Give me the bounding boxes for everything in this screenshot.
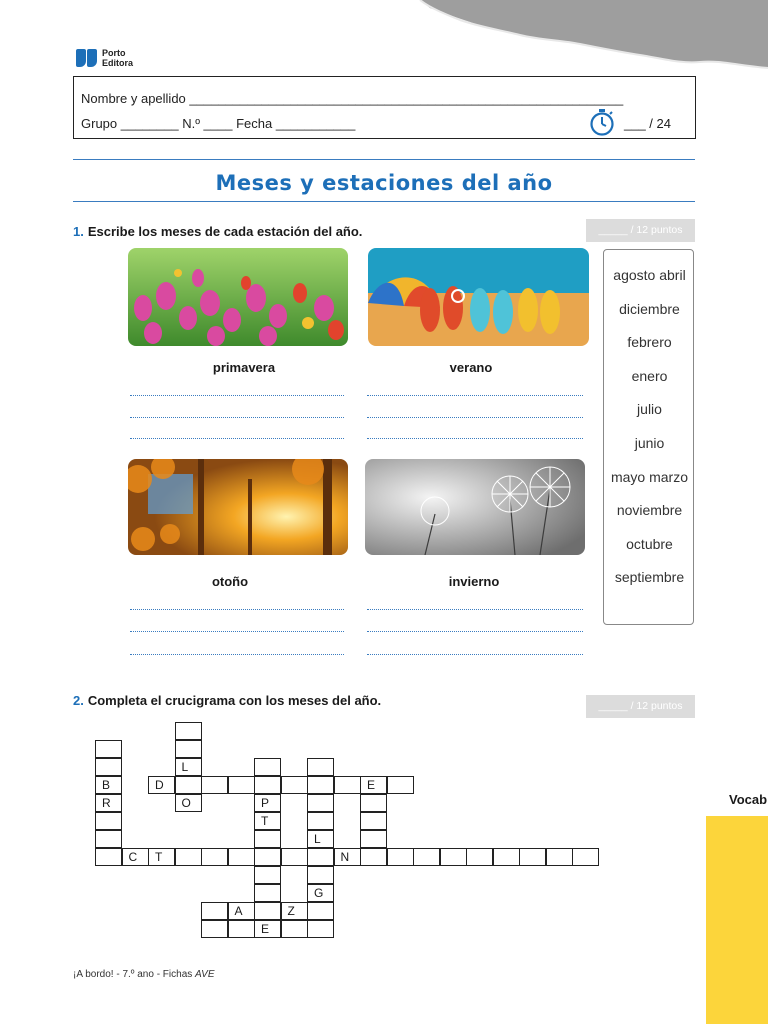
crossword-cell[interactable]: G (307, 884, 334, 902)
crossword-cell[interactable] (307, 776, 334, 794)
side-section-label: Vocab (729, 792, 768, 807)
word-bank-item: mayo marzo (610, 469, 689, 485)
crossword-cell[interactable] (254, 884, 281, 902)
crossword-cell[interactable] (307, 902, 334, 920)
word-bank-item: octubre (626, 536, 673, 552)
exercise-2-points[interactable]: _____ / 12 puntos (586, 695, 695, 718)
crossword-cell[interactable] (95, 740, 122, 758)
crossword-cell[interactable] (95, 758, 122, 776)
crossword-cell[interactable] (493, 848, 520, 866)
crossword-cell[interactable] (281, 776, 308, 794)
word-bank-item: diciembre (619, 301, 680, 317)
crossword-cell[interactable] (95, 812, 122, 830)
crossword-cell[interactable] (572, 848, 599, 866)
word-bank-item: julio (637, 401, 662, 417)
publisher-logo (76, 48, 133, 68)
crossword-cell[interactable] (387, 848, 414, 866)
crossword-cell[interactable] (175, 740, 202, 758)
crossword-cell[interactable] (466, 848, 493, 866)
crossword-cell[interactable]: B (95, 776, 122, 794)
word-bank-item: septiembre (614, 569, 685, 585)
exercise-1-instruction (73, 224, 362, 239)
answer-line[interactable] (367, 654, 583, 655)
crossword-cell[interactable] (440, 848, 467, 866)
crossword-cell[interactable] (254, 776, 281, 794)
logo-line1: Porto (102, 48, 126, 58)
section-color-tab (706, 816, 768, 1024)
crossword-cell[interactable]: N (334, 848, 361, 866)
crossword-cell[interactable] (228, 776, 255, 794)
page-title: Meses y estaciones del año (215, 171, 553, 195)
answer-line[interactable] (367, 631, 583, 632)
crossword-cell[interactable] (201, 902, 228, 920)
autumn-forest-photo (128, 459, 348, 555)
answer-line[interactable] (367, 395, 583, 396)
crossword-cell[interactable] (254, 866, 281, 884)
season-label-winter: invierno (448, 574, 500, 589)
crossword-cell[interactable] (254, 902, 281, 920)
crossword-cell[interactable]: R (95, 794, 122, 812)
torn-paper-decoration (0, 0, 768, 80)
logo-line2: Editora (102, 58, 134, 68)
crossword-cell[interactable] (254, 848, 281, 866)
title-rule-top (73, 159, 695, 160)
answer-line[interactable] (367, 417, 583, 418)
spring-tulips-photo (128, 248, 348, 346)
crossword-cell[interactable] (307, 920, 334, 938)
crossword-cell[interactable] (175, 776, 202, 794)
total-score-field[interactable]: ___ / 24 (624, 116, 671, 131)
crossword-cell[interactable] (201, 920, 228, 938)
exercise-1-number: 1. (73, 224, 84, 239)
season-label-spring: primavera (212, 360, 276, 375)
answer-line[interactable] (130, 654, 344, 655)
season-label-autumn: otoño (211, 574, 249, 589)
exercise-2-text: Completa el crucigrama con los meses del año. (87, 693, 382, 708)
exercise-1-text: Escribe los meses de cada estación del año. (87, 224, 363, 239)
crossword-cell[interactable] (307, 794, 334, 812)
crossword-cell[interactable] (95, 848, 122, 866)
exercise-2-instruction (73, 693, 381, 708)
winter-frost-photo (365, 459, 585, 555)
crossword-cell[interactable] (360, 848, 387, 866)
crossword-cell[interactable] (307, 758, 334, 776)
answer-line[interactable] (367, 438, 583, 439)
answer-line[interactable] (130, 609, 344, 610)
crossword-cell[interactable] (387, 776, 414, 794)
crossword-cell[interactable] (254, 830, 281, 848)
crossword-cell[interactable] (281, 848, 308, 866)
page-footer (73, 969, 215, 980)
crossword-cell[interactable] (228, 920, 255, 938)
crossword-cell[interactable] (307, 866, 334, 884)
crossword-cell[interactable] (228, 848, 255, 866)
crossword-cell[interactable]: A (228, 902, 255, 920)
stopwatch-icon (589, 108, 615, 136)
crossword-cell[interactable]: T (254, 812, 281, 830)
word-bank-item: agosto abril (613, 267, 686, 283)
crossword-cell[interactable] (175, 848, 202, 866)
title-rule-bottom (73, 201, 695, 202)
crossword-cell[interactable] (519, 848, 546, 866)
crossword-cell[interactable] (360, 794, 387, 812)
crossword-cell[interactable] (254, 758, 281, 776)
porto-editora-logo-icon (76, 49, 98, 67)
crossword-cell[interactable]: O (175, 794, 202, 812)
word-bank-item: junio (634, 435, 665, 451)
answer-line[interactable] (367, 609, 583, 610)
student-info-box (73, 76, 696, 139)
crossword-cell[interactable] (201, 848, 228, 866)
crossword-cell[interactable]: E (360, 776, 387, 794)
word-bank-item: enero (631, 368, 668, 384)
crossword-cell[interactable] (307, 848, 334, 866)
exercise-2-number: 2. (73, 693, 84, 708)
footer-text-italic: AVE (195, 969, 215, 980)
crossword-cell[interactable] (307, 812, 334, 830)
crossword-cell[interactable]: C (122, 848, 149, 866)
answer-line[interactable] (130, 395, 344, 396)
crossword-cell[interactable]: D (148, 776, 175, 794)
word-bank-item: febrero (627, 334, 672, 350)
crossword-cell[interactable] (95, 830, 122, 848)
crossword-cell[interactable]: T (148, 848, 175, 866)
logo-text (102, 48, 133, 68)
crossword-cell[interactable] (201, 776, 228, 794)
name-field[interactable]: Nombre y apellido ____________________________________________________________ (81, 91, 624, 106)
answer-line[interactable] (130, 417, 344, 418)
crossword-cell[interactable] (360, 812, 387, 830)
answer-line[interactable] (130, 631, 344, 632)
crossword-cell[interactable] (334, 776, 361, 794)
season-label-summer: verano (449, 360, 493, 375)
word-bank (603, 249, 694, 625)
crossword-cell[interactable] (175, 722, 202, 740)
crossword-cell[interactable]: L (175, 758, 202, 776)
footer-text: ¡A bordo! - 7.º ano - Fichas (73, 969, 196, 980)
answer-line[interactable] (130, 438, 344, 439)
crossword-cell[interactable] (546, 848, 573, 866)
crossword-cell[interactable]: E (254, 920, 281, 938)
group-number-date-field[interactable]: Grupo ________ N.º ____ Fecha ___________ (81, 116, 356, 131)
crossword-cell[interactable]: L (307, 830, 334, 848)
crossword-cell[interactable]: Z (281, 902, 308, 920)
exercise-1-points[interactable]: _____ / 12 puntos (586, 219, 695, 242)
crossword-cell[interactable]: P (254, 794, 281, 812)
crossword-cell[interactable] (360, 830, 387, 848)
crossword-cell[interactable] (281, 920, 308, 938)
crossword-cell[interactable] (413, 848, 440, 866)
word-bank-item: noviembre (616, 502, 683, 518)
summer-beach-photo (368, 248, 589, 346)
